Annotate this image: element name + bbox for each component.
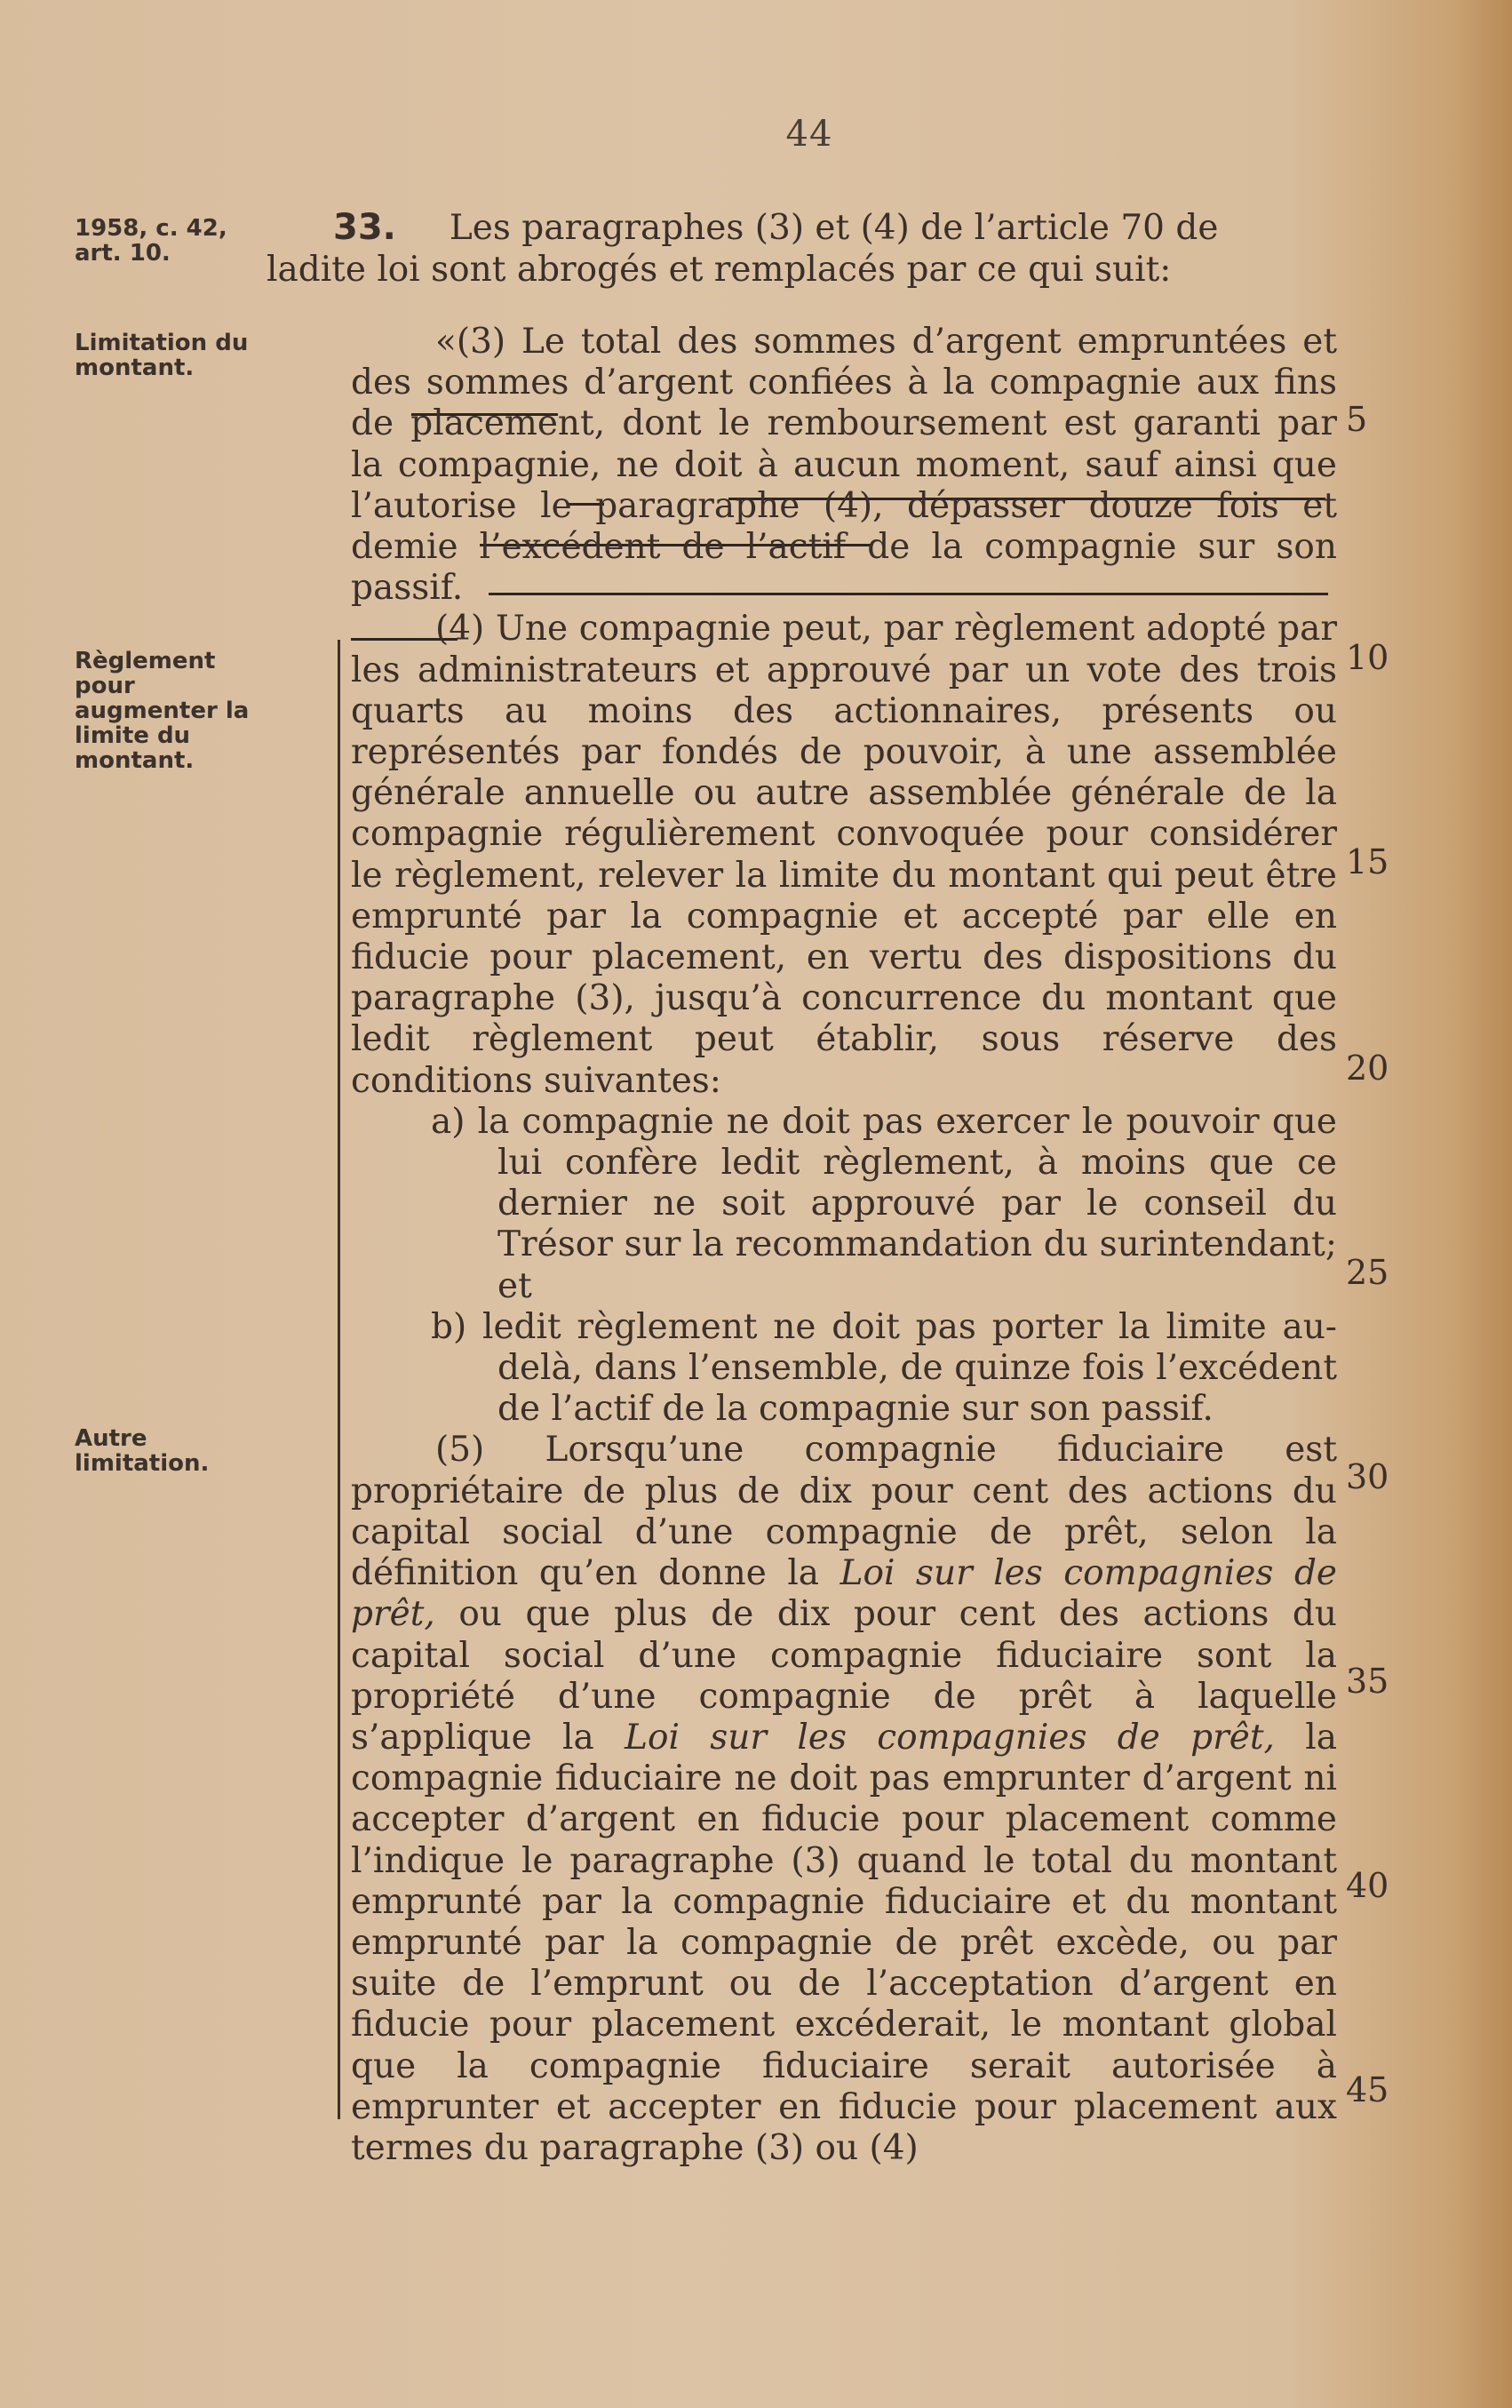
paragraph-5-italic2: Loi sur les compagnies de prêt, (625, 1717, 1275, 1758)
line-number: 35 (1346, 1662, 1389, 1701)
page-number: 44 (785, 114, 833, 155)
section-heading (267, 206, 1337, 250)
margin-note-reglement: Règlement pour augmenter la limite du montant. (75, 648, 250, 774)
line-number: 5 (1346, 400, 1368, 439)
line-number: 40 (1346, 1866, 1389, 1905)
line-number: 15 (1346, 842, 1389, 881)
article-body (351, 322, 1337, 2169)
line-number: 30 (1346, 1457, 1389, 1496)
section-intro-line1: Les paragraphes (3) et (4) de l’article 70 de (449, 208, 1219, 248)
margin-note-limitation: Limitation du montant. (75, 330, 249, 381)
paragraph-4: (4) Une compagnie peut, par règlement adopté par les administrateurs et approuvé par un vote des trois quarts au moins des actionnaires, présents ou représentés par fondés de pouvoir, à une assemblée générale annuelle ou autre assemblée générale de la compagnie régulièrement convoquée pour considérer le règlement, relever la limite du montant qui peut être emprunté par la compagnie et accepté par elle en fiducie pour placement, en vertu des dispositions du paragraphe (3), jusqu’à concurrence du montant que ledit règlement peut établir, sous réserve des conditions suivantes: (351, 609, 1337, 1101)
paragraph-4-b: b) ledit règlement ne doit pas porter la limite au-delà, dans l’ensemble, de quinze fois l’excédent de l’actif de la compagnie sur son passif. (431, 1306, 1337, 1430)
line-number: 45 (1346, 2070, 1389, 2109)
line-number: 10 (1346, 638, 1389, 677)
margin-rule (338, 640, 340, 2119)
paragraph-5-part1: (5) Lorsqu’une compagnie fiduciaire est propriétaire de plus de dix pour cent des actions du capital social d’une compagnie de prêt, selon la définition qu’en donne la (351, 1430, 1337, 1594)
line-number: 25 (1346, 1253, 1389, 1292)
margin-note-citation: 1958, c. 42, art. 10. (75, 215, 227, 267)
section-number: 33. (333, 207, 396, 248)
margin-note-autre: Autre limitation. (75, 1425, 210, 1477)
paragraph-5-italic1: Loi sur les compagnies de prêt, (351, 1553, 1337, 1635)
paragraph-4-a: a) la compagnie ne doit pas exercer le pouvoir que lui confère ledit règlement, à moins que ce dernier ne soit approuvé par le conseil du Trésor sur la recommandation du surintendant; et (431, 1101, 1337, 1306)
line-number: 20 (1346, 1049, 1389, 1088)
paragraph-5 (351, 1430, 1337, 2169)
paragraph-3: «(3) Le total des sommes d’argent empruntées et des sommes d’argent confiées à la compagnie aux fins de placement, dont le remboursement est garanti par la compagnie, ne doit à aucun moment, sauf ainsi que l’autorise le paragraphe (4), dépasser douze fois et demie l’excédent de l’actif de la compagnie sur son passif. (351, 322, 1337, 609)
paragraph-5-part2: ou que plus de dix pour cent des actions du capital social d’une compagnie fiduciaire sont la propriété d’une compagnie de prêt à laquelle s’applique la (351, 1594, 1337, 1758)
section-intro-line2: ladite loi sont abrogés et remplacés par ce qui suit: (267, 250, 1172, 290)
paragraph-5-part3: la compagnie fiduciaire ne doit pas emprunter d’argent ni accepter d’argent en fiducie pour placement comme l’indique le paragraphe (3) quand le total du montant emprunté par la compagnie fiduciaire et du montant emprunté par la compagnie de prêt excède, ou par suite de l’emprunt ou de l’acceptation d’argent en fiducie pour placement excéderait, le montant global que la compagnie fiduciaire serait autorisée à emprunter et accepter en fiducie pour placement aux termes du paragraphe (3) ou (4) (351, 1717, 1337, 2168)
